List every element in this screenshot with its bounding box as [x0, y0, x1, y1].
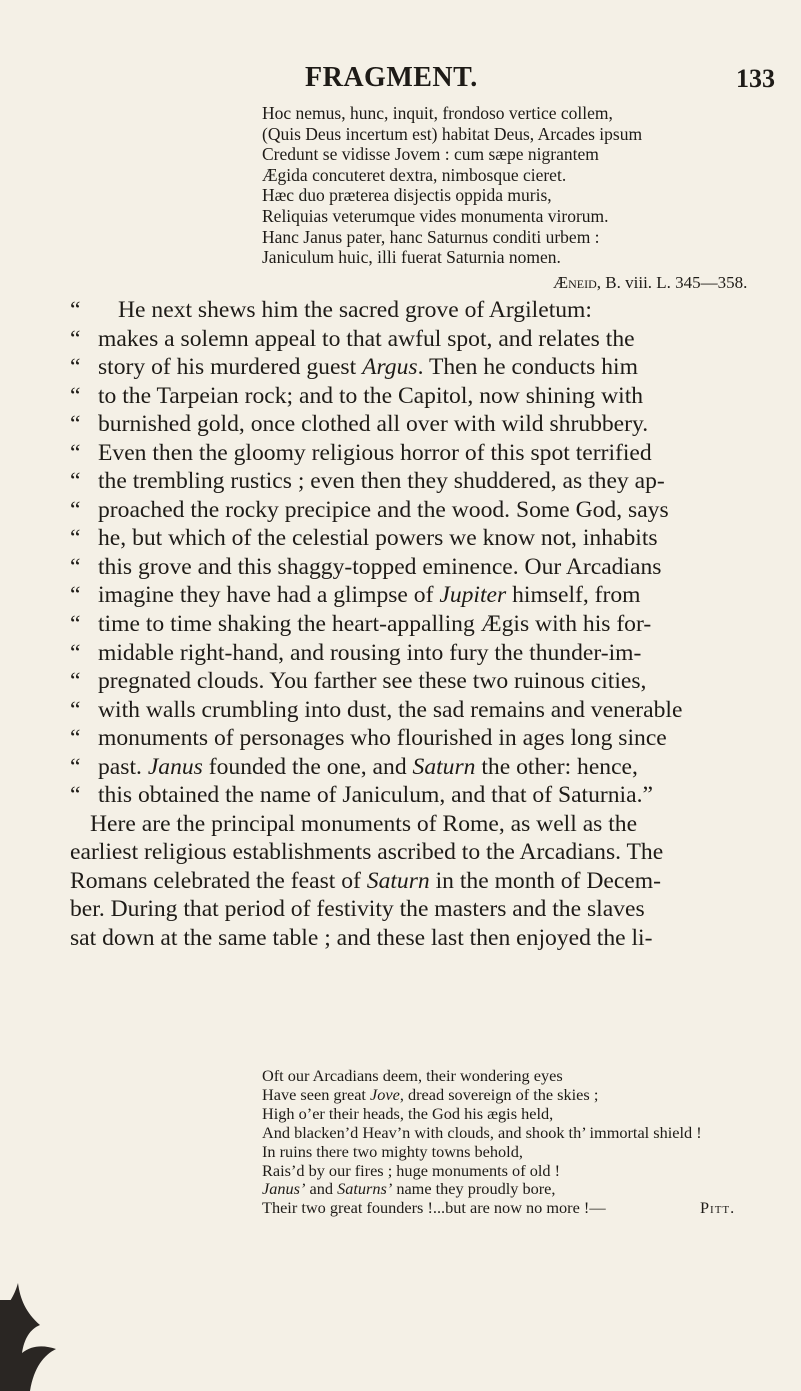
- text-line: “ the trembling rustics ; even then they shuddered, as they ap-: [70, 468, 665, 495]
- verse-line: Janus’ and Saturns’ name they proudly bore,: [262, 1179, 556, 1199]
- verse-line: Oft our Arcadians deem, their wondering eyes: [262, 1066, 563, 1085]
- page-spine-shadow: [0, 1300, 14, 1391]
- translator-signature: Pitt.: [700, 1198, 736, 1218]
- text-line: “ He next shews him the sacred grove of Argiletum:: [70, 297, 592, 323]
- verse-line: Reliquias veterumque vides monumenta virorum.: [262, 205, 609, 226]
- body-text: [70, 296, 790, 953]
- text-line: “ story of his murdered guest Argus. Then he conducts him: [70, 354, 638, 381]
- verse-line: High o’er their heads, the God his ægis held,: [262, 1103, 554, 1123]
- text-line: “ monuments of personages who flourished in ages long since: [70, 725, 667, 752]
- citation-ref: , B. viii. L. 345—358.: [596, 273, 748, 292]
- text-line: “ midable right-hand, and rousing into fury the thunder-im-: [70, 639, 642, 666]
- text-line: “ to the Tarpeian rock; and to the Capitol, now shining with: [70, 382, 644, 409]
- text-line: “ time to time shaking the heart-appalling Ægis with his for-: [70, 611, 652, 638]
- citation-work: Æneid: [553, 273, 597, 292]
- verse-line: (Quis Deus incertum est) habitat Deus, Arcades ipsum: [262, 123, 643, 144]
- verse-line: In ruins there two mighty towns behold,: [262, 1141, 523, 1161]
- text-line: “ he, but which of the celestial powers we know not, inhabits: [70, 525, 658, 552]
- text-line: “ burnished gold, once clothed all over with wild shrubbery.: [70, 411, 649, 438]
- verse-line: Janiculum huic, illi fuerat Saturnia nomen.: [262, 247, 561, 268]
- verse-citation: [553, 273, 747, 293]
- verse-line: Their two great founders !...but are now no more !— Pitt.: [262, 1198, 736, 1218]
- text-line: “ proached the rocky precipice and the wood. Some God, says: [70, 496, 669, 523]
- verse-line: Hæc duo præterea disjectis oppida muris,: [262, 185, 552, 206]
- text-line: ber. During that period of festivity the masters and the slaves: [70, 896, 645, 923]
- verse-line: Credunt se vidisse Jovem : cum sæpe nigrantem: [262, 144, 599, 165]
- text-line: “ this obtained the name of Janiculum, and that of Saturnia.”: [70, 782, 653, 809]
- text-line: earliest religious establishments ascribed to the Arcadians. The: [70, 839, 664, 866]
- page-header: [0, 62, 801, 102]
- verse-line: Ægida concuteret dextra, nimbosque cieret.: [262, 164, 567, 185]
- text-line: sat down at the same table ; and these last then enjoyed the li-: [70, 925, 653, 952]
- verse-line: Hanc Janus pater, hanc Saturnus conditi urbem :: [262, 226, 600, 247]
- text-line: Here are the principal monuments of Rome, as well as the: [90, 810, 638, 837]
- verse-line: Have seen great Jove, dread sovereign of the skies ;: [262, 1084, 599, 1104]
- text-line: “ past. Janus founded the one, and Saturn the other: hence,: [70, 753, 638, 780]
- verse-line: Hoc nemus, hunc, inquit, frondoso vertice collem,: [262, 103, 613, 123]
- verse-line: Rais’d by our fires ; huge monuments of old !: [262, 1160, 560, 1180]
- english-verse-quote: [262, 1067, 792, 1218]
- text-line: “ Even then the gloomy religious horror of this spot terrified: [70, 439, 652, 466]
- running-head: FRAGMENT.: [305, 62, 478, 93]
- text-line: “ with walls crumbling into dust, the sad remains and venerable: [70, 696, 683, 723]
- page-number: 133: [736, 64, 775, 93]
- text-line: “ pregnated clouds. You farther see these two ruinous cities,: [70, 668, 647, 695]
- text-line: “ makes a solemn appeal to that awful spot, and relates the: [70, 325, 635, 352]
- verse-line: And blacken’d Heav’n with clouds, and shook th’ immortal shield !: [262, 1122, 702, 1142]
- text-line: “ this grove and this shaggy-topped eminence. Our Arcadians: [70, 553, 662, 580]
- latin-verse-quote: [262, 103, 782, 268]
- text-line: “ imagine they have had a glimpse of Jupiter himself, from: [70, 582, 641, 609]
- text-line: Romans celebrated the feast of Saturn in the month of Decem-: [70, 867, 661, 894]
